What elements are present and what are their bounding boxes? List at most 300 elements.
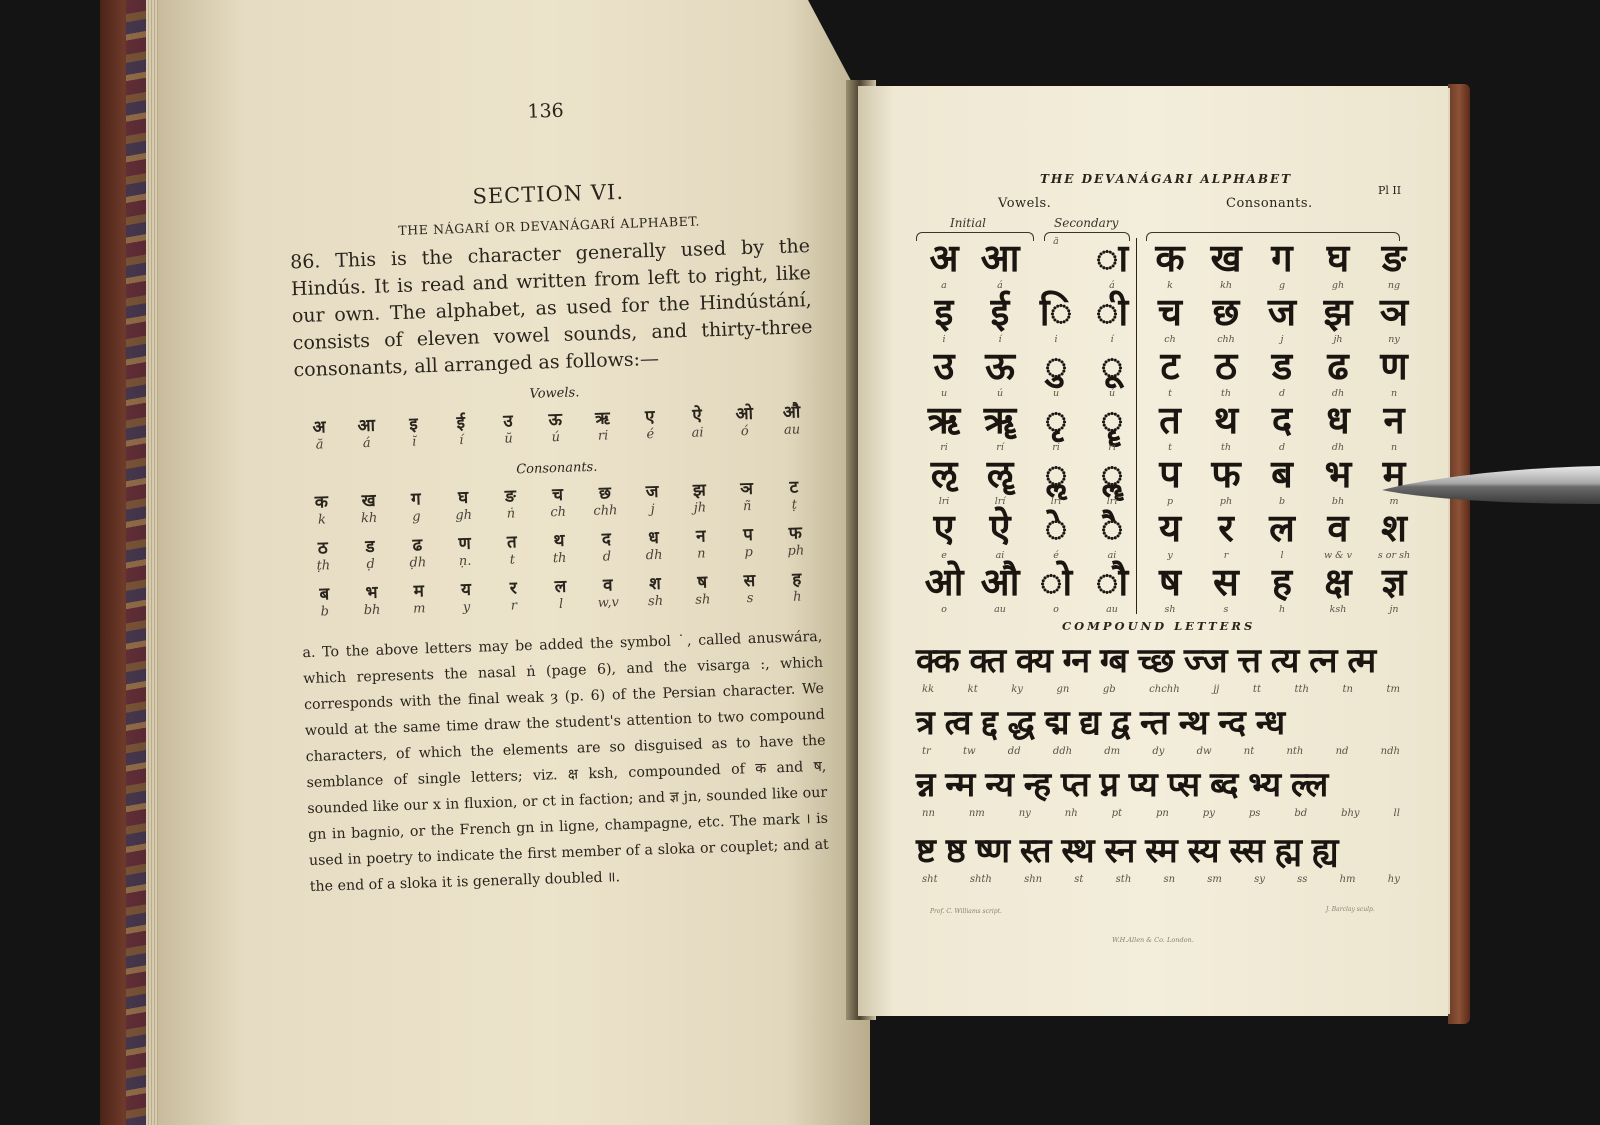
consonant-glyph-translit: ph bbox=[1219, 496, 1233, 507]
consonant-letter: प bbox=[742, 524, 754, 546]
vowel-translit: í bbox=[459, 432, 464, 449]
vowel-cell bbox=[1084, 290, 1140, 346]
consonant-glyph: ञ bbox=[1379, 289, 1409, 334]
consonant-cell bbox=[1198, 344, 1254, 400]
vowel-glyph-translit: ú bbox=[996, 388, 1004, 399]
compound-translit: nn bbox=[922, 808, 935, 819]
vowel-glyph: ृ bbox=[1044, 397, 1068, 442]
vowel-glyph: ॄ bbox=[1100, 397, 1124, 442]
vowel-glyph-translit: ri bbox=[940, 442, 948, 453]
compound-translit: dy bbox=[1152, 746, 1165, 757]
credit-left: Prof. C. Williams script. bbox=[930, 908, 1002, 915]
plate-consonant-row bbox=[1142, 506, 1422, 562]
consonant-cell bbox=[1198, 398, 1254, 454]
vowel-cell bbox=[916, 506, 972, 562]
plate-vowel-row bbox=[916, 452, 1140, 508]
consonant-glyph-translit: n bbox=[1390, 388, 1398, 399]
consonant-cell bbox=[1254, 506, 1310, 562]
vowels-header: Vowels. bbox=[998, 196, 1052, 211]
consonant-translit: ṅ bbox=[506, 506, 516, 522]
vowel-glyph-translit: é bbox=[1053, 550, 1059, 561]
consonant-translit: t bbox=[509, 552, 516, 568]
vowel-glyph-translit: á bbox=[1109, 280, 1115, 291]
consonant-translit: m bbox=[412, 601, 426, 617]
vowel-glyph-translit: lri bbox=[938, 496, 950, 507]
consonant-translit: chh bbox=[593, 503, 618, 519]
consonant-translit: w,v bbox=[597, 595, 620, 611]
compound-glyphs: क्क क्त क्य ग्न ग्ब च्छ ज्ज त्त त्य त्न त्म bbox=[916, 641, 1376, 681]
vowel-letter: उ bbox=[503, 411, 513, 432]
vowels-caption: Vowels. bbox=[529, 385, 580, 402]
consonant-cell bbox=[1142, 236, 1198, 292]
vowel-cell bbox=[916, 398, 972, 454]
vowel-cell bbox=[972, 452, 1028, 508]
consonant-cell bbox=[1310, 560, 1366, 616]
vowel-cell bbox=[972, 506, 1028, 562]
consonant-translit: gh bbox=[455, 507, 473, 524]
plate-consonant-row bbox=[1142, 344, 1422, 400]
consonant-cell bbox=[1254, 236, 1310, 292]
compound-translit: ny bbox=[1018, 808, 1031, 819]
consonant-cell bbox=[1366, 506, 1422, 562]
compound-translit: pt bbox=[1111, 808, 1123, 819]
consonants-table bbox=[297, 472, 821, 626]
consonant-glyph: न bbox=[1383, 397, 1405, 442]
consonant-translit: p bbox=[744, 544, 754, 561]
compound-translit: tw bbox=[963, 746, 976, 757]
consonant-glyph: ज्ञ bbox=[1381, 559, 1407, 604]
consonant-glyph-translit: p bbox=[1166, 496, 1174, 507]
consonant-translit: ṇ. bbox=[458, 553, 472, 570]
consonant-cell bbox=[1254, 560, 1310, 616]
compound-translit-row bbox=[916, 684, 1406, 695]
consonant-glyph-translit: dh bbox=[1331, 442, 1345, 453]
compound-translit: gb bbox=[1102, 684, 1116, 695]
consonant-glyph-translit: jh bbox=[1333, 334, 1343, 345]
vowel-glyph: ॠ bbox=[983, 397, 1017, 442]
consonant-letter: ध bbox=[648, 527, 660, 549]
vowel-translit: ri bbox=[597, 428, 609, 444]
vowel-glyph: ौ bbox=[1095, 559, 1129, 604]
initial-label: Initial bbox=[950, 216, 986, 230]
compound-row bbox=[916, 830, 1406, 885]
compound-row bbox=[916, 640, 1406, 695]
consonant-cell bbox=[1310, 344, 1366, 400]
consonant-glyph: ट bbox=[1160, 343, 1180, 388]
compound-translit: tn bbox=[1342, 684, 1353, 695]
vowel-cell bbox=[916, 452, 972, 508]
section-subtitle: THE NÁGARÍ OR DEVANÁGARÍ ALPHABET. bbox=[398, 213, 701, 238]
consonant-letter: घ bbox=[457, 487, 469, 509]
compound-translit-row bbox=[916, 808, 1406, 819]
consonant-letter: ह bbox=[791, 569, 802, 590]
consonant-letter: व bbox=[602, 575, 613, 596]
compound-translit: pn bbox=[1156, 808, 1169, 819]
plate-vowel-row bbox=[916, 506, 1140, 562]
consonant-cell bbox=[1310, 398, 1366, 454]
vowel-glyph: ु bbox=[1044, 343, 1068, 388]
consonants-header: Consonants. bbox=[1226, 196, 1313, 211]
consonant-letter: फ bbox=[788, 523, 803, 544]
vowel-glyph: ऌ bbox=[930, 451, 958, 496]
consonant-glyph: ख bbox=[1210, 235, 1242, 280]
compound-translit: ddh bbox=[1052, 746, 1073, 757]
vowel-glyph-translit: rí bbox=[996, 442, 1004, 453]
consonant-cell bbox=[1310, 236, 1366, 292]
consonant-glyph-translit: h bbox=[1278, 604, 1286, 615]
vowel-cell bbox=[1028, 560, 1084, 616]
consonant-cell bbox=[1198, 236, 1254, 292]
vowel-glyph-translit: u bbox=[940, 388, 948, 399]
vowel-glyph-translit: ú bbox=[1108, 388, 1116, 399]
consonant-glyph: भ bbox=[1324, 451, 1352, 496]
vowel-glyph-translit: u bbox=[1052, 388, 1060, 399]
vowel-glyph-translit: o bbox=[941, 604, 947, 615]
consonant-translit: r bbox=[510, 598, 518, 614]
secondary-label: Secondary bbox=[1054, 216, 1119, 230]
compound-translit: st bbox=[1074, 874, 1084, 885]
consonant-translit: b bbox=[320, 604, 330, 620]
consonant-translit: l bbox=[558, 596, 564, 613]
compound-translit: bhy bbox=[1341, 808, 1360, 819]
left-page-text bbox=[285, 92, 834, 1048]
consonant-letter: त bbox=[506, 532, 517, 553]
vowel-letter: ऊ bbox=[548, 409, 563, 431]
consonant-glyph-translit: g bbox=[1278, 280, 1286, 291]
consonant-translit: s bbox=[746, 590, 754, 607]
compound-translit: ps bbox=[1248, 808, 1261, 819]
consonant-letter: द bbox=[601, 529, 612, 550]
consonant-translit: ph bbox=[787, 543, 805, 559]
compound-glyphs: त्र त्व द्द द्ध द्म द्य द्व न्त न्थ न्द न्ध bbox=[916, 703, 1285, 743]
consonant-translit: th bbox=[552, 550, 567, 567]
consonant-glyph: ठ bbox=[1214, 343, 1238, 388]
vowel-letter: ऋ bbox=[594, 408, 611, 429]
consonant-glyph: फ bbox=[1211, 451, 1241, 496]
vowel-cell bbox=[1084, 560, 1140, 616]
vowel-glyph-translit: ă bbox=[1053, 236, 1059, 247]
vowel-glyph: ॡ bbox=[986, 451, 1014, 496]
consonant-glyph: ण bbox=[1380, 343, 1408, 388]
vowel-glyph: ू bbox=[1100, 343, 1124, 388]
vowel-translit: ó bbox=[740, 424, 749, 440]
consonant-letter: ठ bbox=[317, 538, 329, 559]
consonant-glyph-translit: ch bbox=[1164, 334, 1176, 345]
vowel-glyph: ि bbox=[1039, 289, 1073, 334]
vowel-letter: ए bbox=[644, 406, 655, 428]
consonant-glyph-translit: jn bbox=[1389, 604, 1399, 615]
vowel-glyph: आ bbox=[980, 235, 1020, 280]
consonant-cell bbox=[1310, 452, 1366, 508]
compound-translit: chchh bbox=[1149, 684, 1180, 695]
consonant-glyph: झ bbox=[1323, 289, 1353, 334]
compound-translit: ky bbox=[1011, 684, 1023, 695]
compound-translit: hm bbox=[1339, 874, 1356, 885]
vowel-glyph-translit: lri bbox=[1050, 496, 1062, 507]
consonant-glyph: क bbox=[1155, 235, 1185, 280]
consonant-glyph: ध bbox=[1326, 397, 1350, 442]
vowel-glyph-translit: au bbox=[1106, 604, 1118, 615]
consonant-letter: न bbox=[695, 526, 706, 547]
consonant-glyph-translit: y bbox=[1167, 550, 1173, 561]
vowel-translit: ŭ bbox=[504, 431, 514, 447]
compound-row bbox=[916, 764, 1406, 819]
compound-translit: kk bbox=[922, 684, 935, 695]
consonant-glyph: ष bbox=[1159, 559, 1181, 604]
consonant-letter: ल bbox=[554, 576, 567, 598]
consonant-letter: ण bbox=[458, 533, 472, 555]
consonant-cell bbox=[1254, 290, 1310, 346]
consonant-glyph: ब bbox=[1271, 451, 1293, 496]
consonant-translit: ch bbox=[550, 504, 567, 521]
compound-translit-row bbox=[916, 746, 1406, 757]
consonant-cell bbox=[1310, 506, 1366, 562]
consonant-cell bbox=[1198, 452, 1254, 508]
consonant-glyph-translit: th bbox=[1221, 388, 1231, 399]
compound-translit: nm bbox=[968, 808, 985, 819]
consonant-glyph-translit: l bbox=[1280, 550, 1284, 561]
vowel-letter: औ bbox=[782, 402, 801, 423]
compound-translit: nth bbox=[1286, 746, 1304, 757]
compound-translit: nt bbox=[1243, 746, 1255, 757]
vowel-glyph-translit: ai bbox=[1107, 550, 1117, 561]
vowel-translit: ú bbox=[551, 429, 561, 446]
consonant-letter: र bbox=[509, 578, 518, 599]
consonant-glyph-translit: kh bbox=[1220, 280, 1232, 291]
compound-glyphs: न्न न्म न्य न्ह प्त प्न प्य प्स ब्द भ्य ल्ल bbox=[916, 765, 1328, 805]
consonant-letter: ब bbox=[319, 584, 330, 605]
plate-vowel-row bbox=[916, 236, 1140, 292]
vowel-cell bbox=[1084, 398, 1140, 454]
compound-translit: sth bbox=[1115, 874, 1132, 885]
consonant-glyph: त bbox=[1159, 397, 1181, 442]
compound-translit: shth bbox=[969, 874, 992, 885]
note-paragraph: a. To the above letters may be added the symbol ˙, called anuswára, which represents the nasal ṅ (page 6), and the visarga :, which corresponds with the final weak ȝ (p. 6) of the Persian character. We would at the same time draw the student's attention to two compound characters, of which the elements are so disguised as to have the semblance of single letters; viz. क्ष ksh, compounded of क and ष, sounded like our x in fluxion, or ct in faction; and ज्ञ jn, sounded like our gn in bagnio, or the French gn in ligne, champagne, etc. The mark । is used in poetry to indicate the first member of a sloka or couplet; and at the end of a sloka it is generally doubled ॥. bbox=[302, 628, 830, 896]
consonant-glyph-translit: chh bbox=[1217, 334, 1235, 345]
consonant-translit: ṭh bbox=[316, 558, 331, 574]
consonant-glyph-translit: k bbox=[1167, 280, 1173, 291]
compound-translit: gn bbox=[1056, 684, 1070, 695]
consonant-cell bbox=[1198, 290, 1254, 346]
vowel-translit: ai bbox=[691, 425, 704, 441]
vowel-glyph: ॢ bbox=[1044, 451, 1068, 496]
plate-consonant-row bbox=[1142, 398, 1422, 454]
vowel-cell bbox=[972, 344, 1028, 400]
plate-vowel-row bbox=[916, 560, 1140, 616]
vowel-glyph-translit: lrí bbox=[994, 496, 1006, 507]
vowel-letter: आ bbox=[357, 415, 376, 437]
consonant-glyph: क्ष bbox=[1324, 559, 1352, 604]
intro-paragraph: 86. This is the character generally used by the Hindús. It is read and written from left to right, like our own. The alphabet, as used for the Hindústání, consists of eleven vowel sounds, and thirty-three consonants, all arranged as follows:— bbox=[289, 234, 813, 382]
consonant-glyph: ढ bbox=[1327, 343, 1349, 388]
vowel-cell bbox=[1084, 506, 1140, 562]
compound-glyphs: ष्ट ष्ठ ष्ण स्त स्थ स्न स्म स्य स्स ह्म ह्य bbox=[916, 831, 1338, 871]
consonant-glyph-translit: j bbox=[1280, 334, 1284, 345]
compound-translit: py bbox=[1202, 808, 1215, 819]
consonant-letter: श bbox=[648, 573, 662, 595]
consonant-translit: g bbox=[412, 509, 421, 525]
consonant-glyph-translit: w & v bbox=[1324, 550, 1352, 561]
vowel-glyph: ऋ bbox=[927, 397, 961, 442]
consonant-letter: ञ bbox=[740, 478, 754, 500]
consonant-translit: d bbox=[602, 549, 612, 565]
consonant-translit: j bbox=[650, 501, 655, 518]
vowel-translit: ă bbox=[315, 437, 324, 453]
consonant-letter: ष bbox=[697, 572, 708, 593]
consonant-glyph: व bbox=[1327, 505, 1349, 550]
vowel-cell bbox=[916, 344, 972, 400]
vowel-glyph-translit: e bbox=[941, 550, 947, 561]
consonant-translit: bh bbox=[363, 602, 381, 619]
compound-translit: dd bbox=[1007, 746, 1021, 757]
consonant-glyph: च bbox=[1157, 289, 1183, 334]
vowel-glyph: औ bbox=[980, 559, 1020, 604]
compound-translit: bd bbox=[1294, 808, 1308, 819]
plate-vowel-row bbox=[916, 290, 1140, 346]
consonant-glyph: ग bbox=[1271, 235, 1293, 280]
consonant-glyph-translit: n bbox=[1390, 442, 1398, 453]
consonant-glyph: छ bbox=[1212, 289, 1240, 334]
consonant-translit: ṭ bbox=[791, 497, 798, 513]
vowel-glyph-translit: au bbox=[994, 604, 1006, 615]
consonant-glyph-translit: th bbox=[1221, 442, 1231, 453]
consonant-glyph-translit: s or sh bbox=[1377, 550, 1411, 561]
consonant-glyph-translit: t bbox=[1168, 442, 1172, 453]
vowel-cell bbox=[916, 560, 972, 616]
vowel-translit: au bbox=[783, 422, 801, 438]
vowel-glyph: ए bbox=[933, 505, 955, 550]
vowel-glyph-translit: lrí bbox=[1106, 496, 1118, 507]
consonant-letter: थ bbox=[553, 530, 565, 552]
consonant-translit: jh bbox=[693, 500, 707, 516]
compound-translit: ss bbox=[1297, 874, 1308, 885]
credit-right: J. Barclay sculp. bbox=[1326, 906, 1375, 913]
vowel-glyph-translit: a bbox=[941, 280, 947, 291]
vowel-letter: अ bbox=[312, 417, 326, 438]
consonant-translit: sh bbox=[647, 593, 664, 610]
vowel-letter: ई bbox=[456, 412, 466, 434]
vowel-glyph: ॣ bbox=[1100, 451, 1124, 496]
compound-translit: tt bbox=[1252, 684, 1261, 695]
plate-vowel-row bbox=[916, 344, 1140, 400]
consonant-glyph: ह bbox=[1271, 559, 1293, 604]
vowel-glyph-translit: i bbox=[1054, 334, 1058, 345]
vowel-letter: ओ bbox=[735, 403, 754, 425]
consonant-letter: ख bbox=[361, 490, 376, 512]
vowel-translit: é bbox=[646, 426, 655, 443]
consonant-glyph-translit: dh bbox=[1331, 388, 1345, 399]
consonant-glyph: श bbox=[1381, 505, 1407, 550]
consonant-translit: sh bbox=[695, 592, 711, 608]
compound-translit: jj bbox=[1213, 684, 1220, 695]
consonant-letter: ट bbox=[789, 477, 799, 498]
consonant-translit: k bbox=[317, 512, 327, 528]
vowel-cell bbox=[1028, 236, 1084, 292]
plate-consonant-row bbox=[1142, 560, 1422, 616]
consonant-glyph-translit: d bbox=[1278, 442, 1286, 453]
consonant-letter: स bbox=[743, 570, 756, 592]
compound-translit: ndh bbox=[1380, 746, 1400, 757]
vowel-glyph: इ bbox=[934, 289, 954, 334]
consonant-cell bbox=[1198, 506, 1254, 562]
vowel-cell bbox=[972, 236, 1028, 292]
consonant-translit: kh bbox=[360, 510, 378, 527]
compound-translit: tth bbox=[1294, 684, 1309, 695]
compound-translit: dw bbox=[1196, 746, 1212, 757]
compound-translit: sht bbox=[922, 874, 938, 885]
consonant-glyph: ल bbox=[1269, 505, 1295, 550]
vowel-translit: ĭ bbox=[411, 434, 417, 450]
compound-translit: sy bbox=[1254, 874, 1265, 885]
vowel-cell bbox=[1084, 344, 1140, 400]
compound-translit: sm bbox=[1207, 874, 1222, 885]
vowel-glyph: ो bbox=[1039, 559, 1073, 604]
vowel-cell bbox=[1028, 398, 1084, 454]
consonant-letter: क bbox=[314, 492, 329, 513]
consonant-glyph-translit: ny bbox=[1388, 334, 1400, 345]
vowel-letter: ऐ bbox=[692, 405, 703, 426]
vowel-glyph: ऐ bbox=[989, 505, 1011, 550]
plate-title: THE DEVANÁGARI ALPHABET bbox=[1040, 172, 1293, 186]
vowel-cell bbox=[1028, 344, 1084, 400]
consonants-caption: Consonants. bbox=[516, 459, 598, 478]
compound-translit: kt bbox=[967, 684, 978, 695]
plate-consonant-row bbox=[1142, 236, 1422, 292]
consonant-cell bbox=[1142, 398, 1198, 454]
vowel-glyph: ै bbox=[1100, 505, 1124, 550]
consonant-glyph: प bbox=[1159, 451, 1181, 496]
consonant-glyph-translit: ng bbox=[1387, 280, 1401, 291]
consonant-letter: ग bbox=[410, 489, 421, 510]
consonant-translit: y bbox=[462, 599, 471, 616]
vowel-cell bbox=[1028, 506, 1084, 562]
consonant-translit: n bbox=[696, 546, 706, 562]
book-cover-right bbox=[1448, 84, 1470, 1024]
vowel-glyph-translit: i bbox=[942, 334, 946, 345]
consonant-translit: h bbox=[792, 589, 802, 605]
vowel-glyph: ी bbox=[1095, 289, 1129, 334]
vowel-cell bbox=[972, 290, 1028, 346]
consonant-translit: ḍh bbox=[409, 555, 427, 571]
consonant-glyph: म bbox=[1382, 451, 1406, 496]
consonant-glyph-translit: t bbox=[1168, 388, 1172, 399]
vowel-glyph: ा bbox=[1095, 235, 1129, 280]
consonant-glyph: ङ bbox=[1381, 235, 1407, 280]
page-number: 136 bbox=[527, 99, 565, 123]
consonant-glyph: ज bbox=[1267, 289, 1297, 334]
consonant-glyph: र bbox=[1218, 505, 1234, 550]
compound-translit: dm bbox=[1104, 746, 1121, 757]
consonant-glyph-translit: ksh bbox=[1329, 604, 1347, 615]
consonant-glyph-translit: sh bbox=[1164, 604, 1176, 615]
consonant-cell bbox=[1366, 290, 1422, 346]
consonant-glyph: घ bbox=[1326, 235, 1350, 280]
vowel-glyph-translit: o bbox=[1053, 604, 1059, 615]
section-title: SECTION VI. bbox=[472, 179, 625, 209]
vowel-glyph: ई bbox=[990, 289, 1010, 334]
vowel-glyph: अ bbox=[929, 235, 959, 280]
vowel-glyph: े bbox=[1044, 505, 1068, 550]
vowel-cell bbox=[1084, 452, 1140, 508]
vowel-glyph-translit: í bbox=[998, 334, 1002, 345]
vowel-glyph-translit: ai bbox=[995, 550, 1005, 561]
consonant-glyph: थ bbox=[1213, 397, 1239, 442]
vowel-letter: इ bbox=[409, 414, 419, 435]
consonant-glyph: ड bbox=[1271, 343, 1293, 388]
vowel-cell bbox=[1084, 236, 1140, 292]
consonant-letter: ज bbox=[645, 481, 659, 503]
consonant-cell bbox=[1366, 236, 1422, 292]
